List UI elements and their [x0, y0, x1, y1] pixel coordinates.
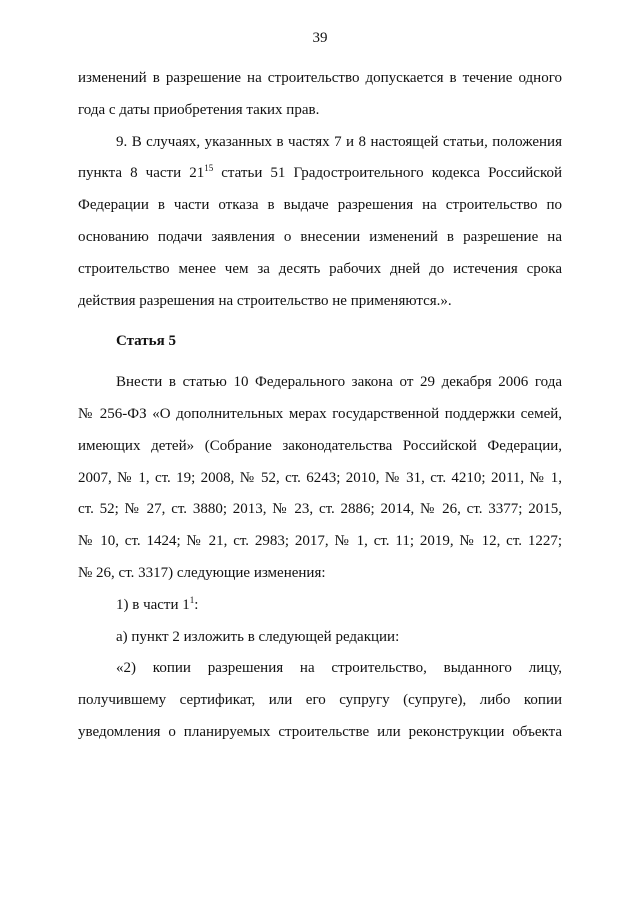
- text-span: пункта 8 части 21: [78, 165, 205, 182]
- text-line: 2007, № 1, ст. 19; 2008, № 52, ст. 6243; 2010, № 31, ст. 4210; 2011, № 1,: [78, 469, 562, 486]
- text-line: № 10, ст. 1424; № 21, ст. 2983; 2017, № 1, ст. 11; 2019, № 12, ст. 1227;: [78, 533, 562, 550]
- text-line: получившему сертификат, или его супругу (супруге), либо копии: [78, 692, 562, 709]
- text-line: строительство менее чем за десять рабочих дней до истечения срока: [78, 260, 562, 277]
- superscript: 15: [204, 163, 214, 174]
- text-line: [78, 590, 562, 622]
- text-line: изменений в разрешение на строительство допускается в течение одного: [78, 70, 562, 86]
- text-line: Федерации в части отказа в выдаче разрешения на строительство по: [78, 197, 562, 214]
- text-line: года с даты приобретения таких прав.: [78, 101, 320, 118]
- text-line: ст. 52; № 27, ст. 3880; 2013, № 23, ст. 2886; 2014, № 26, ст. 3377; 2015,: [78, 501, 562, 518]
- text-line: № 26, ст. 3317) следующие изменения:: [78, 564, 326, 581]
- text-line: уведомления о планируемых строительстве или реконструкции объекта: [78, 723, 562, 740]
- text-line: основанию подачи заявления о внесении изменений в разрешение на: [78, 228, 562, 245]
- text-line: [78, 158, 562, 190]
- superscript: 1: [189, 594, 195, 605]
- text-line: а) пункт 2 изложить в следующей редакции:: [116, 628, 400, 645]
- text-line: Внести в статью 10 Федерального закона от 29 декабря 2006 года: [116, 374, 562, 391]
- text-line: действия разрешения на строительство не применяются.».: [78, 292, 452, 309]
- page-number: 39: [312, 30, 328, 46]
- text-line: имеющих детей» (Собрание законодательства Российской Федерации,: [78, 437, 562, 454]
- text-line: № 256-ФЗ «О дополнительных мерах государственной поддержки семей,: [78, 405, 562, 422]
- text-line: «2) копии разрешения на строительство, выданного лицу,: [116, 660, 562, 677]
- article-heading: Статья 5: [116, 333, 176, 350]
- document-body: [78, 63, 562, 749]
- text-span: :: [194, 596, 199, 613]
- text-line: 9. В случаях, указанных в частях 7 и 8 настоящей статьи, положения: [116, 133, 562, 150]
- text-span: 1) в части 1: [116, 596, 190, 613]
- text-span: статьи 51 Градостроительного кодекса Российской: [213, 165, 562, 182]
